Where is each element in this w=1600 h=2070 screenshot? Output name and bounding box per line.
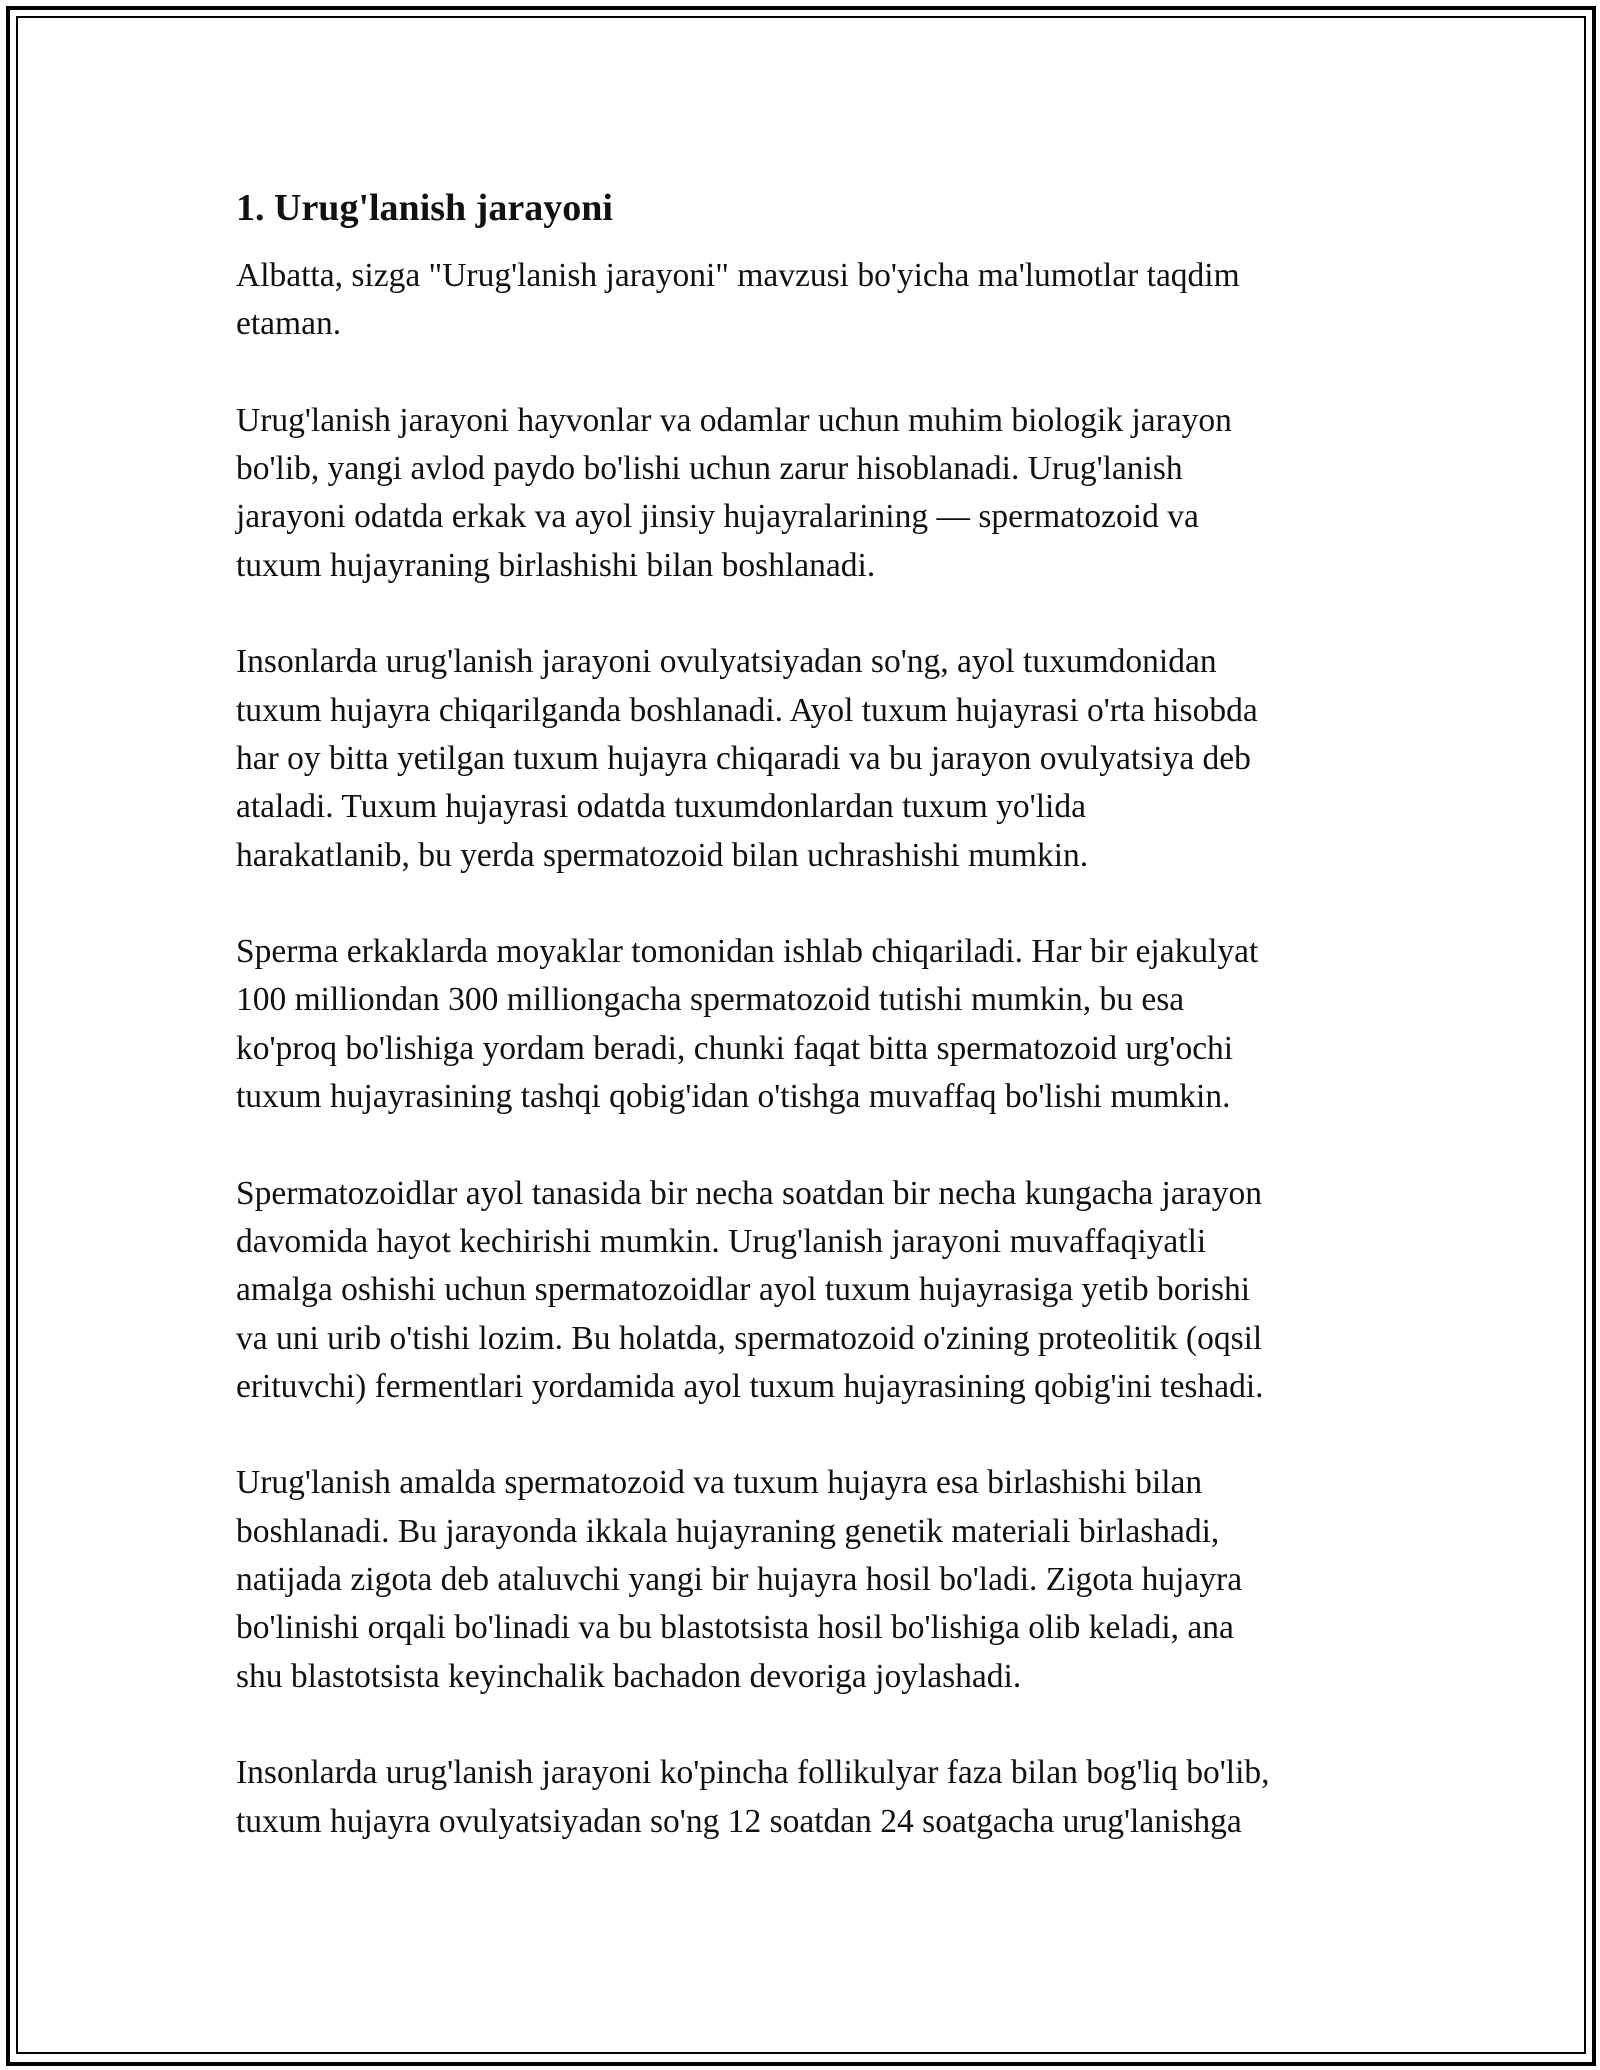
paragraph-line: ko'proq bo'lishiga yordam beradi, chunki faqat bitta spermatozoid urg'ochi bbox=[236, 1029, 1234, 1067]
paragraph bbox=[236, 928, 1386, 1121]
section-heading: 1. Urug'lanish jarayoni bbox=[236, 187, 613, 229]
paragraph-line: Spermatozoidlar ayol tanasida bir necha soatdan bir necha kungacha jarayon bbox=[236, 1174, 1262, 1212]
paragraph bbox=[236, 1459, 1386, 1700]
paragraph-line: amalga oshishi uchun spermatozoidlar ayol tuxum hujayrasiga yetib borishi bbox=[236, 1271, 1251, 1309]
paragraph-line: erituvchi) fermentlari yordamida ayol tuxum hujayrasining qobig'ini teshadi. bbox=[236, 1367, 1264, 1405]
paragraph bbox=[236, 397, 1386, 590]
paragraph-line: Urug'lanish amalda spermatozoid va tuxum hujayra esa birlashishi bilan bbox=[236, 1464, 1203, 1502]
paragraph-line: tuxum hujayra ovulyatsiyadan so'ng 12 soatdan 24 soatgacha urug'lanishga bbox=[236, 1802, 1242, 1840]
paragraph-line: har oy bitta yetilgan tuxum hujayra chiqaradi va bu jarayon ovulyatsiya deb bbox=[236, 739, 1251, 777]
paragraph-line: tuxum hujayra chiqarilganda boshlanadi. Ayol tuxum hujayrasi o'rta hisobda bbox=[236, 691, 1258, 729]
paragraph-line: Urug'lanish jarayoni hayvonlar va odamlar uchun muhim biologik jarayon bbox=[236, 401, 1232, 439]
paragraph-line: tuxum hujayrasining tashqi qobig'idan o'tishga muvaffaq bo'lishi mumkin. bbox=[236, 1078, 1231, 1116]
paragraph-line: boshlanadi. Bu jarayonda ikkala hujayraning genetik materiali birlashadi, bbox=[236, 1512, 1220, 1550]
paragraph bbox=[236, 638, 1386, 879]
paragraph-line: etaman. bbox=[236, 305, 342, 343]
paragraph-line: shu blastotsista keyinchalik bachadon devoriga joylashadi. bbox=[236, 1657, 1022, 1695]
paragraph-line: 100 milliondan 300 milliongacha spermatozoid tutishi mumkin, bu esa bbox=[236, 981, 1185, 1019]
paragraph-line: tuxum hujayraning birlashishi bilan boshlanadi. bbox=[236, 546, 876, 584]
paragraph bbox=[236, 1749, 1386, 1846]
paragraph-line: jarayoni odatda erkak va ayol jinsiy hujayralarining — spermatozoid va bbox=[236, 498, 1199, 536]
document-body bbox=[236, 184, 1386, 1894]
paragraph-line: Sperma erkaklarda moyaklar tomonidan ishlab chiqariladi. Har bir ejakulyat bbox=[236, 933, 1259, 971]
paragraph-line: Insonlarda urug'lanish jarayoni ovulyatsiyadan so'ng, ayol tuxumdonidan bbox=[236, 643, 1217, 681]
paragraph-line: bo'linishi orqali bo'linadi va bu blastotsista hosil bo'lishiga olib keladi, ana bbox=[236, 1609, 1234, 1647]
paragraph-line: harakatlanib, bu yerda spermatozoid bilan uchrashishi mumkin. bbox=[236, 836, 1089, 874]
paragraph-list bbox=[236, 252, 1386, 1846]
paragraph-line: ataladi. Tuxum hujayrasi odatda tuxumdonlardan tuxum yo'lida bbox=[236, 788, 1086, 826]
paragraph-line: Albatta, sizga "Urug'lanish jarayoni" mavzusi bo'yicha ma'lumotlar taqdim bbox=[236, 257, 1240, 294]
paragraph bbox=[236, 1170, 1386, 1411]
paragraph-line: natijada zigota deb ataluvchi yangi bir hujayra hosil bo'ladi. Zigota hujayra bbox=[236, 1561, 1243, 1599]
paragraph bbox=[236, 252, 1386, 349]
paragraph-line: davomida hayot kechirishi mumkin. Urug'lanish jarayoni muvaffaqiyatli bbox=[236, 1222, 1207, 1260]
paragraph-line: va uni urib o'tishi lozim. Bu holatda, spermatozoid o'zining proteolitik (oqsil bbox=[236, 1319, 1263, 1357]
paragraph-line: bo'lib, yangi avlod paydo bo'lishi uchun zarur hisoblanadi. Urug'lanish bbox=[236, 450, 1183, 488]
paragraph-line: Insonlarda urug'lanish jarayoni ko'pincha follikulyar faza bilan bog'liq bo'lib, bbox=[236, 1754, 1270, 1792]
